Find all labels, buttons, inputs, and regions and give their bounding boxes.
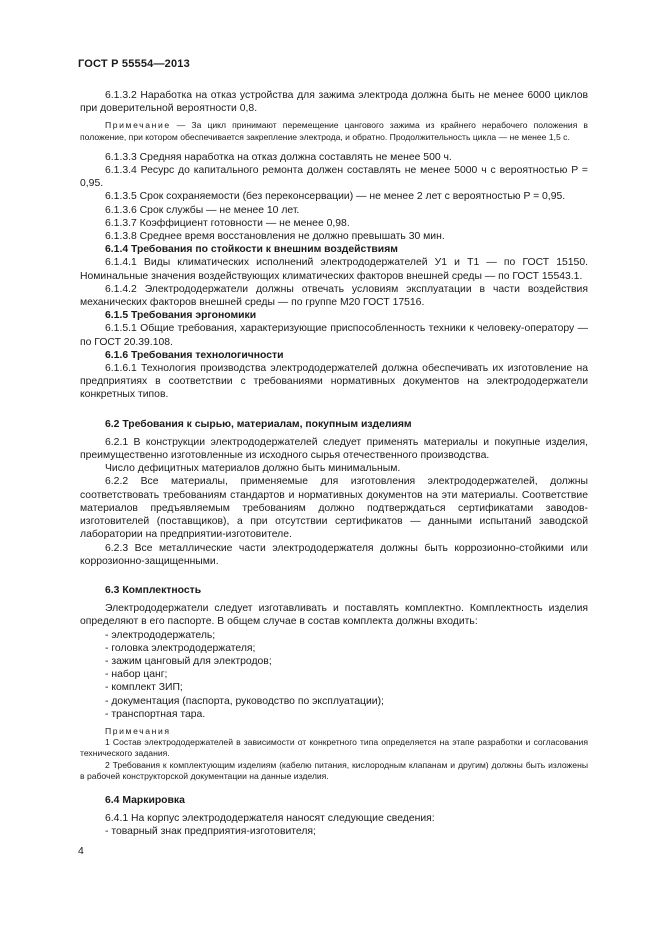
list-item: - комплект ЗИП; [105,682,183,694]
note-1: 1 Состав электрододержателей в зависимости от конкретного типа определяется на этапе разработки и согласования технического задания. [80,737,588,759]
list-item: - документация (паспорта, руководство по эксплуатации); [105,695,384,707]
notes-label: Примечания [105,725,171,736]
document-header: ГОСТ Р 55554—2013 [78,58,190,70]
clause-6-1-6-1: 6.1.6.1 Технология производства электрододержателей должна обеспечивать их изготовление на предприятиях в соответствии с требованиями нормативных документов на электрододержатели конкретных типов. [80,363,588,401]
document-body [80,89,588,839]
list-item: - набор цанг; [105,669,168,681]
clause-6-1-5-1: 6.1.5.1 Общие требования, характеризующие приспособленность техники к человеку-оператору — по ГОСТ 20.39.108. [80,323,588,348]
clause-6-1-3-3: 6.1.3.3 Средняя наработка на отказ должна составлять не менее 500 ч. [105,151,452,163]
list-item: - головка электрододержателя; [105,642,256,654]
clause-6-1-3-5: 6.1.3.5 Срок сохраняемости (без переконсервации) — не менее 2 лет с вероятностью P = 0,95. [105,191,566,203]
clause-6-1-3-8: 6.1.3.8 Среднее время восстановления не должно превышать 30 мин. [105,231,445,243]
clause-6-1-4-2: 6.1.4.2 Электрододержатели должны отвечать условиям эксплуатации в части воздействия механических факторов внешней среды — по группе М20 ГОСТ 17516. [80,283,588,309]
heading-6-1-6: 6.1.6 Требования технологичности [105,349,284,361]
heading-6-2: 6.2 Требования к сырью, материалам, покупным изделиям [105,418,412,430]
note-label: Примечание [105,120,171,131]
clause-6-1-3-4: 6.1.3.4 Ресурс до капитального ремонта должен составлять не менее 5000 ч с вероятностью P = 0,95. [80,165,588,190]
clause-6-2-1: 6.2.1 В конструкции электрододержателей следует применять материалы и покупные изделия, преимущественно изготовленные из исходного сырья отечественного производства. [80,436,588,462]
note-text: — За цикл принимают перемещение цангового зажима из крайнего нерабочего положения в положение, при котором обеспечивается закрепление электрода, и обратно. Продолжительность цикла — не менее 1,5 с. [80,120,588,142]
heading-6-3: 6.3 Комплектность [105,584,202,596]
clause-6-1-3-7: 6.1.3.7 Коэффициент готовности — не менее 0,98. [105,217,350,229]
list-item: - электрододержатель; [105,629,216,641]
clause-6-1-3-6: 6.1.3.6 Срок службы — не менее 10 лет. [105,204,300,216]
note-2: 2 Требования к комплектующим изделиям (кабелю питания, кислородным клапанам и другим) должны быть изложены в рабочей конструкторской документации на данные изделия. [80,759,588,781]
clause-6-2-3: 6.2.3 Все металлические части электрододержателя должны быть коррозионно-стойкими или коррозионно-защищенными. [80,542,588,567]
page-number: 4 [78,846,84,857]
list-item: - зажим цанговый для электродов; [105,655,272,667]
note-cycle [80,120,588,142]
kit-list [80,629,588,721]
clause-6-2-1-b: Число дефицитных материалов должно быть минимальным. [105,463,401,475]
clause-6-4-1: 6.4.1 На корпус электрододержателя наносят следующие сведения: [105,813,435,825]
heading-6-1-5: 6.1.5 Требования эргономики [105,310,257,322]
clause-6-3-intro: Электрододержатели следует изготавливать и поставлять комплектно. Комплектность изделия определяют в его паспорте. В общем случае в состав комплекта должны входить: [80,603,588,628]
clause-6-4-1-a: - товарный знак предприятия-изготовителя; [105,826,316,838]
list-item: - транспортная тара. [105,708,206,720]
heading-6-4: 6.4 Маркировка [105,794,185,806]
clause-6-1-3-2: 6.1.3.2 Наработка на отказ устройства для зажима электрода должна быть не менее 6000 циклов при доверительной вероятности 0,8. [80,90,588,115]
clause-6-1-4-1: 6.1.4.1 Виды климатических исполнений электрододержателей У1 и Т1 — по ГОСТ 15150. Номинальные значения воздействующих климатических факторов внешней среды — по ГОСТ 15543.1. [80,257,588,282]
heading-6-1-4: 6.1.4 Требования по стойкости к внешним воздействиям [105,244,398,256]
clause-6-2-2: 6.2.2 Все материалы, применяемые для изготовления электрододержателей, должны соответствовать требованиям стандартов и нормативных документов на эти материалы. Соответствие материалов предъявляемым требованиям должно подтверждаться сертификатами заводов-изготовителей (поставщиков), а при отсутствии сертификатов — данными испытаний заводской лаборатории на предприятии-изготовителе. [80,476,588,541]
